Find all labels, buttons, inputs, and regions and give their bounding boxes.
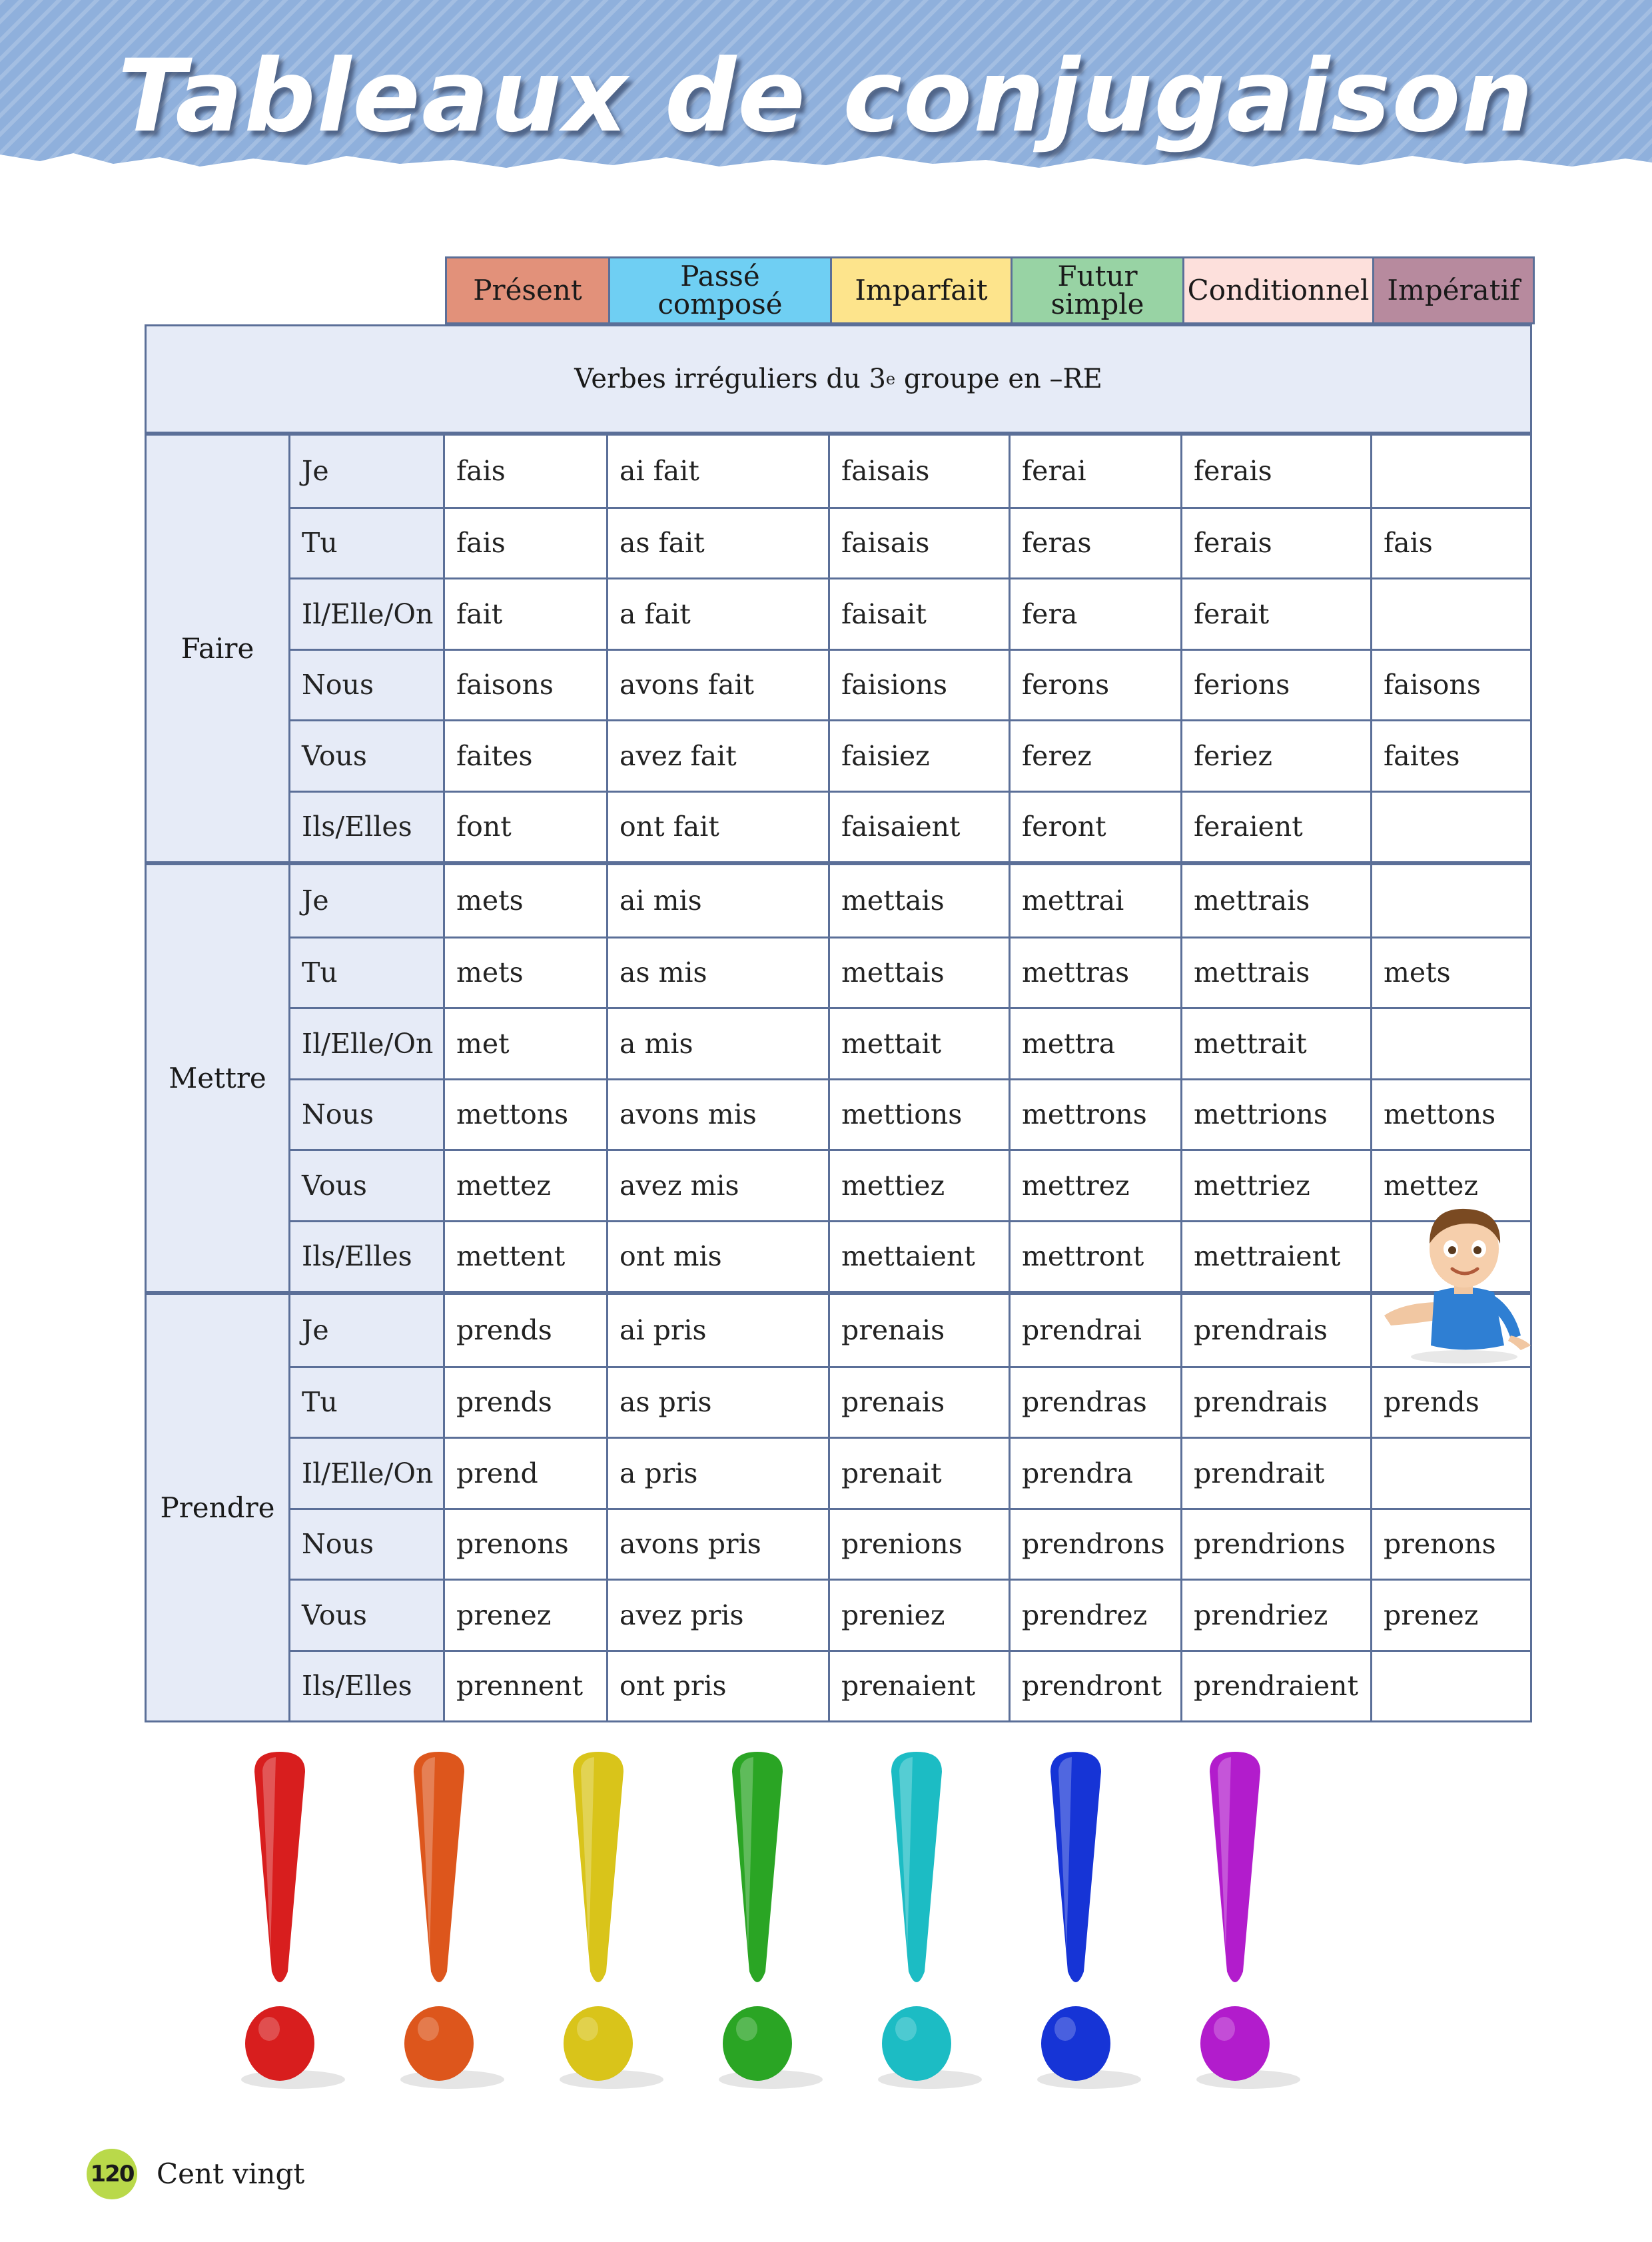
pronoun-cell: Il/Elle/On [290,579,445,649]
pronoun-cell: Nous [290,1080,445,1150]
conditionnel-cell: prendrions [1182,1510,1372,1579]
imparfait-cell: prenions [830,1510,1011,1579]
conditionnel-cell: prendrait [1182,1439,1372,1508]
conditionnel-cell: feriez [1182,721,1372,791]
tense-header-4: Conditionnel [1184,258,1374,322]
imperatif-cell: prenez [1384,1599,1479,1631]
exclamation-mark-icon [878,1752,982,2089]
page-number-badge: 120 [87,2149,137,2199]
imparfait-cell: faisions [830,651,1011,720]
verb-block-faire [147,436,1530,861]
imperatif-cell: prends [1384,1386,1479,1419]
imparfait-cell: preniez [830,1581,1011,1650]
futur-simple-cell: prendrons [1011,1510,1182,1579]
verb-block-mettre [147,861,1530,1291]
present-cell: prenons [445,1510,608,1579]
passe-compose-cell: ont fait [608,793,830,862]
passe-compose-cell: avez pris [608,1581,830,1650]
verb-block-prendre [147,1291,1530,1720]
verb-name: Faire [147,436,290,861]
present-cell: fais [445,509,608,578]
pronoun-cell: Tu [290,509,445,578]
exclamation-mark-icon [400,1752,504,2089]
conditionnel-cell: ferais [1182,509,1372,578]
table-row [290,649,1530,720]
conditionnel-cell: ferait [1182,579,1372,649]
tense-header-5: Impératif [1374,258,1533,322]
caption-text: Verbes irréguliers du 3 [574,364,886,394]
pronoun-cell: Vous [290,721,445,791]
futur-simple-cell: prendra [1011,1439,1182,1508]
futur-simple-cell: prendront [1011,1652,1182,1721]
passe-compose-cell: ont mis [608,1222,830,1292]
imperatif-cell: faisons [1384,669,1481,701]
pronoun-cell: Vous [290,1581,445,1650]
exclamation-mark-icon [241,1752,345,2089]
imparfait-cell: mettais [830,865,1011,936]
passe-compose-cell: avons pris [608,1510,830,1579]
passe-compose-cell: avons mis [608,1080,830,1150]
pronoun-cell: Ils/Elles [290,793,445,862]
futur-simple-cell: prendras [1011,1368,1182,1437]
table-row [290,1366,1530,1437]
conditionnel-cell: mettrait [1182,1009,1372,1078]
present-cell: mets [445,938,608,1008]
table-row [290,1149,1530,1220]
imperatif-cell [1372,865,1530,936]
present-cell: prenez [445,1581,608,1650]
imparfait-cell: mettions [830,1080,1011,1150]
verb-name: Mettre [147,865,290,1291]
page-number-words: Cent vingt [157,2157,305,2190]
table-row [290,1078,1530,1150]
conditionnel-cell: prendriez [1182,1581,1372,1650]
futur-simple-cell: mettras [1011,938,1182,1008]
present-cell: mettons [445,1080,608,1150]
exclamation-marks [240,1752,1426,2098]
imparfait-cell: mettait [830,1009,1011,1078]
futur-simple-cell: feront [1011,793,1182,862]
imparfait-cell: faisait [830,579,1011,649]
imparfait-cell: faisais [830,509,1011,578]
present-cell: faites [445,721,608,791]
present-cell: mettez [445,1151,608,1220]
passe-compose-cell: as pris [608,1368,830,1437]
passe-compose-cell: a mis [608,1009,830,1078]
tense-header-2: Imparfait [832,258,1013,322]
passe-compose-cell: avons fait [608,651,830,720]
pronoun-cell: Nous [290,1510,445,1579]
conditionnel-cell: prendraient [1182,1652,1372,1721]
imparfait-cell: mettaient [830,1222,1011,1292]
futur-simple-cell: ferons [1011,651,1182,720]
table-row [290,577,1530,649]
conditionnel-cell: ferions [1182,651,1372,720]
imperatif-cell [1372,1439,1530,1508]
imparfait-cell: mettiez [830,1151,1011,1220]
imperatif-cell [1372,793,1530,862]
futur-simple-cell: fera [1011,579,1182,649]
conjugation-table [145,324,1532,1722]
table-row [290,1220,1530,1292]
conditionnel-cell: prendrais [1182,1295,1372,1366]
imparfait-cell: prenais [830,1295,1011,1366]
passe-compose-cell: as fait [608,509,830,578]
passe-compose-cell: a fait [608,579,830,649]
table-row [290,865,1530,936]
passe-compose-cell: as mis [608,938,830,1008]
imperatif-cell [1372,579,1530,649]
imperatif-cell [1372,1652,1530,1721]
passe-compose-cell: ai pris [608,1295,830,1366]
conditionnel-cell: mettrais [1182,865,1372,936]
passe-compose-cell: avez fait [608,721,830,791]
imparfait-cell: prenait [830,1439,1011,1508]
table-row [290,1437,1530,1508]
conditionnel-cell: mettrions [1182,1080,1372,1150]
present-cell: prennent [445,1652,608,1721]
imperatif-cell [1372,436,1530,507]
futur-simple-cell: prendrai [1011,1295,1182,1366]
imperatif-cell: mettez [1384,1169,1478,1202]
imperatif-cell: mettons [1384,1098,1496,1131]
table-row [290,791,1530,862]
exclamation-mark-icon [719,1752,823,2089]
present-cell: prends [445,1368,608,1437]
header-banner [0,0,1652,175]
imparfait-cell: faisiez [830,721,1011,791]
exclamation-mark-icon [1196,1752,1300,2089]
page-title: Tableaux de conjugaison [117,39,1535,155]
pronoun-cell: Il/Elle/On [290,1439,445,1508]
present-cell: mettent [445,1222,608,1292]
present-cell: faisons [445,651,608,720]
present-cell: mets [445,865,608,936]
passe-compose-cell: ai fait [608,436,830,507]
tense-header-1: Passé composé [610,258,832,322]
table-caption [147,326,1530,436]
futur-simple-cell: ferez [1011,721,1182,791]
imperatif-cell: fais [1384,527,1433,560]
table-row [290,1295,1530,1366]
table-row [290,936,1530,1008]
table-row [290,507,1530,578]
present-cell: met [445,1009,608,1078]
imperatif-cell [1372,1009,1530,1078]
imparfait-cell: prenaient [830,1652,1011,1721]
table-row [290,1508,1530,1579]
caption-superscript: e [885,370,896,388]
imperatif-cell: mets [1384,956,1451,989]
tense-header-row [445,256,1535,324]
table-row [290,1579,1530,1650]
imparfait-cell: mettais [830,938,1011,1008]
futur-simple-cell: mettrai [1011,865,1182,936]
futur-simple-cell: feras [1011,509,1182,578]
present-cell: prend [445,1439,608,1508]
passe-compose-cell: a pris [608,1439,830,1508]
pronoun-cell: Tu [290,1368,445,1437]
verb-blocks [147,436,1530,1720]
verb-name: Prendre [147,1295,290,1720]
pronoun-cell: Il/Elle/On [290,1009,445,1078]
imparfait-cell: prenais [830,1368,1011,1437]
conditionnel-cell: mettraient [1182,1222,1372,1292]
present-cell: fait [445,579,608,649]
conditionnel-cell: mettriez [1182,1151,1372,1220]
pronoun-cell: Tu [290,938,445,1008]
passe-compose-cell: ai mis [608,865,830,936]
present-cell: font [445,793,608,862]
exclamation-mark-icon [560,1752,663,2089]
boy-character-icon [1378,1202,1544,1369]
passe-compose-cell: avez mis [608,1151,830,1220]
imperatif-cell: prenons [1384,1528,1496,1561]
table-row [290,1007,1530,1078]
imperatif-cell: faites [1384,739,1460,772]
conditionnel-cell: ferais [1182,436,1372,507]
table-row [290,1650,1530,1721]
pronoun-cell: Je [290,436,445,507]
futur-simple-cell: ferai [1011,436,1182,507]
conditionnel-cell: prendrais [1182,1368,1372,1437]
imparfait-cell: faisais [830,436,1011,507]
table-row [290,436,1530,507]
passe-compose-cell: ont pris [608,1652,830,1721]
conditionnel-cell: feraient [1182,793,1372,862]
pronoun-cell: Ils/Elles [290,1222,445,1292]
present-cell: prends [445,1295,608,1366]
table-row [290,719,1530,791]
conditionnel-cell: mettrais [1182,938,1372,1008]
caption-text-end: groupe en –RE [895,364,1102,394]
pronoun-cell: Ils/Elles [290,1652,445,1721]
imparfait-cell: faisaient [830,793,1011,862]
futur-simple-cell: mettrez [1011,1151,1182,1220]
tense-header-3: Futur simple [1013,258,1184,322]
pronoun-cell: Je [290,1295,445,1366]
pronoun-cell: Je [290,865,445,936]
futur-simple-cell: mettrons [1011,1080,1182,1150]
futur-simple-cell: mettront [1011,1222,1182,1292]
present-cell: fais [445,436,608,507]
pronoun-cell: Vous [290,1151,445,1220]
exclamation-mark-icon [1037,1752,1141,2089]
futur-simple-cell: prendrez [1011,1581,1182,1650]
futur-simple-cell: mettra [1011,1009,1182,1078]
pronoun-cell: Nous [290,651,445,720]
tense-header-0: Présent [447,258,610,322]
